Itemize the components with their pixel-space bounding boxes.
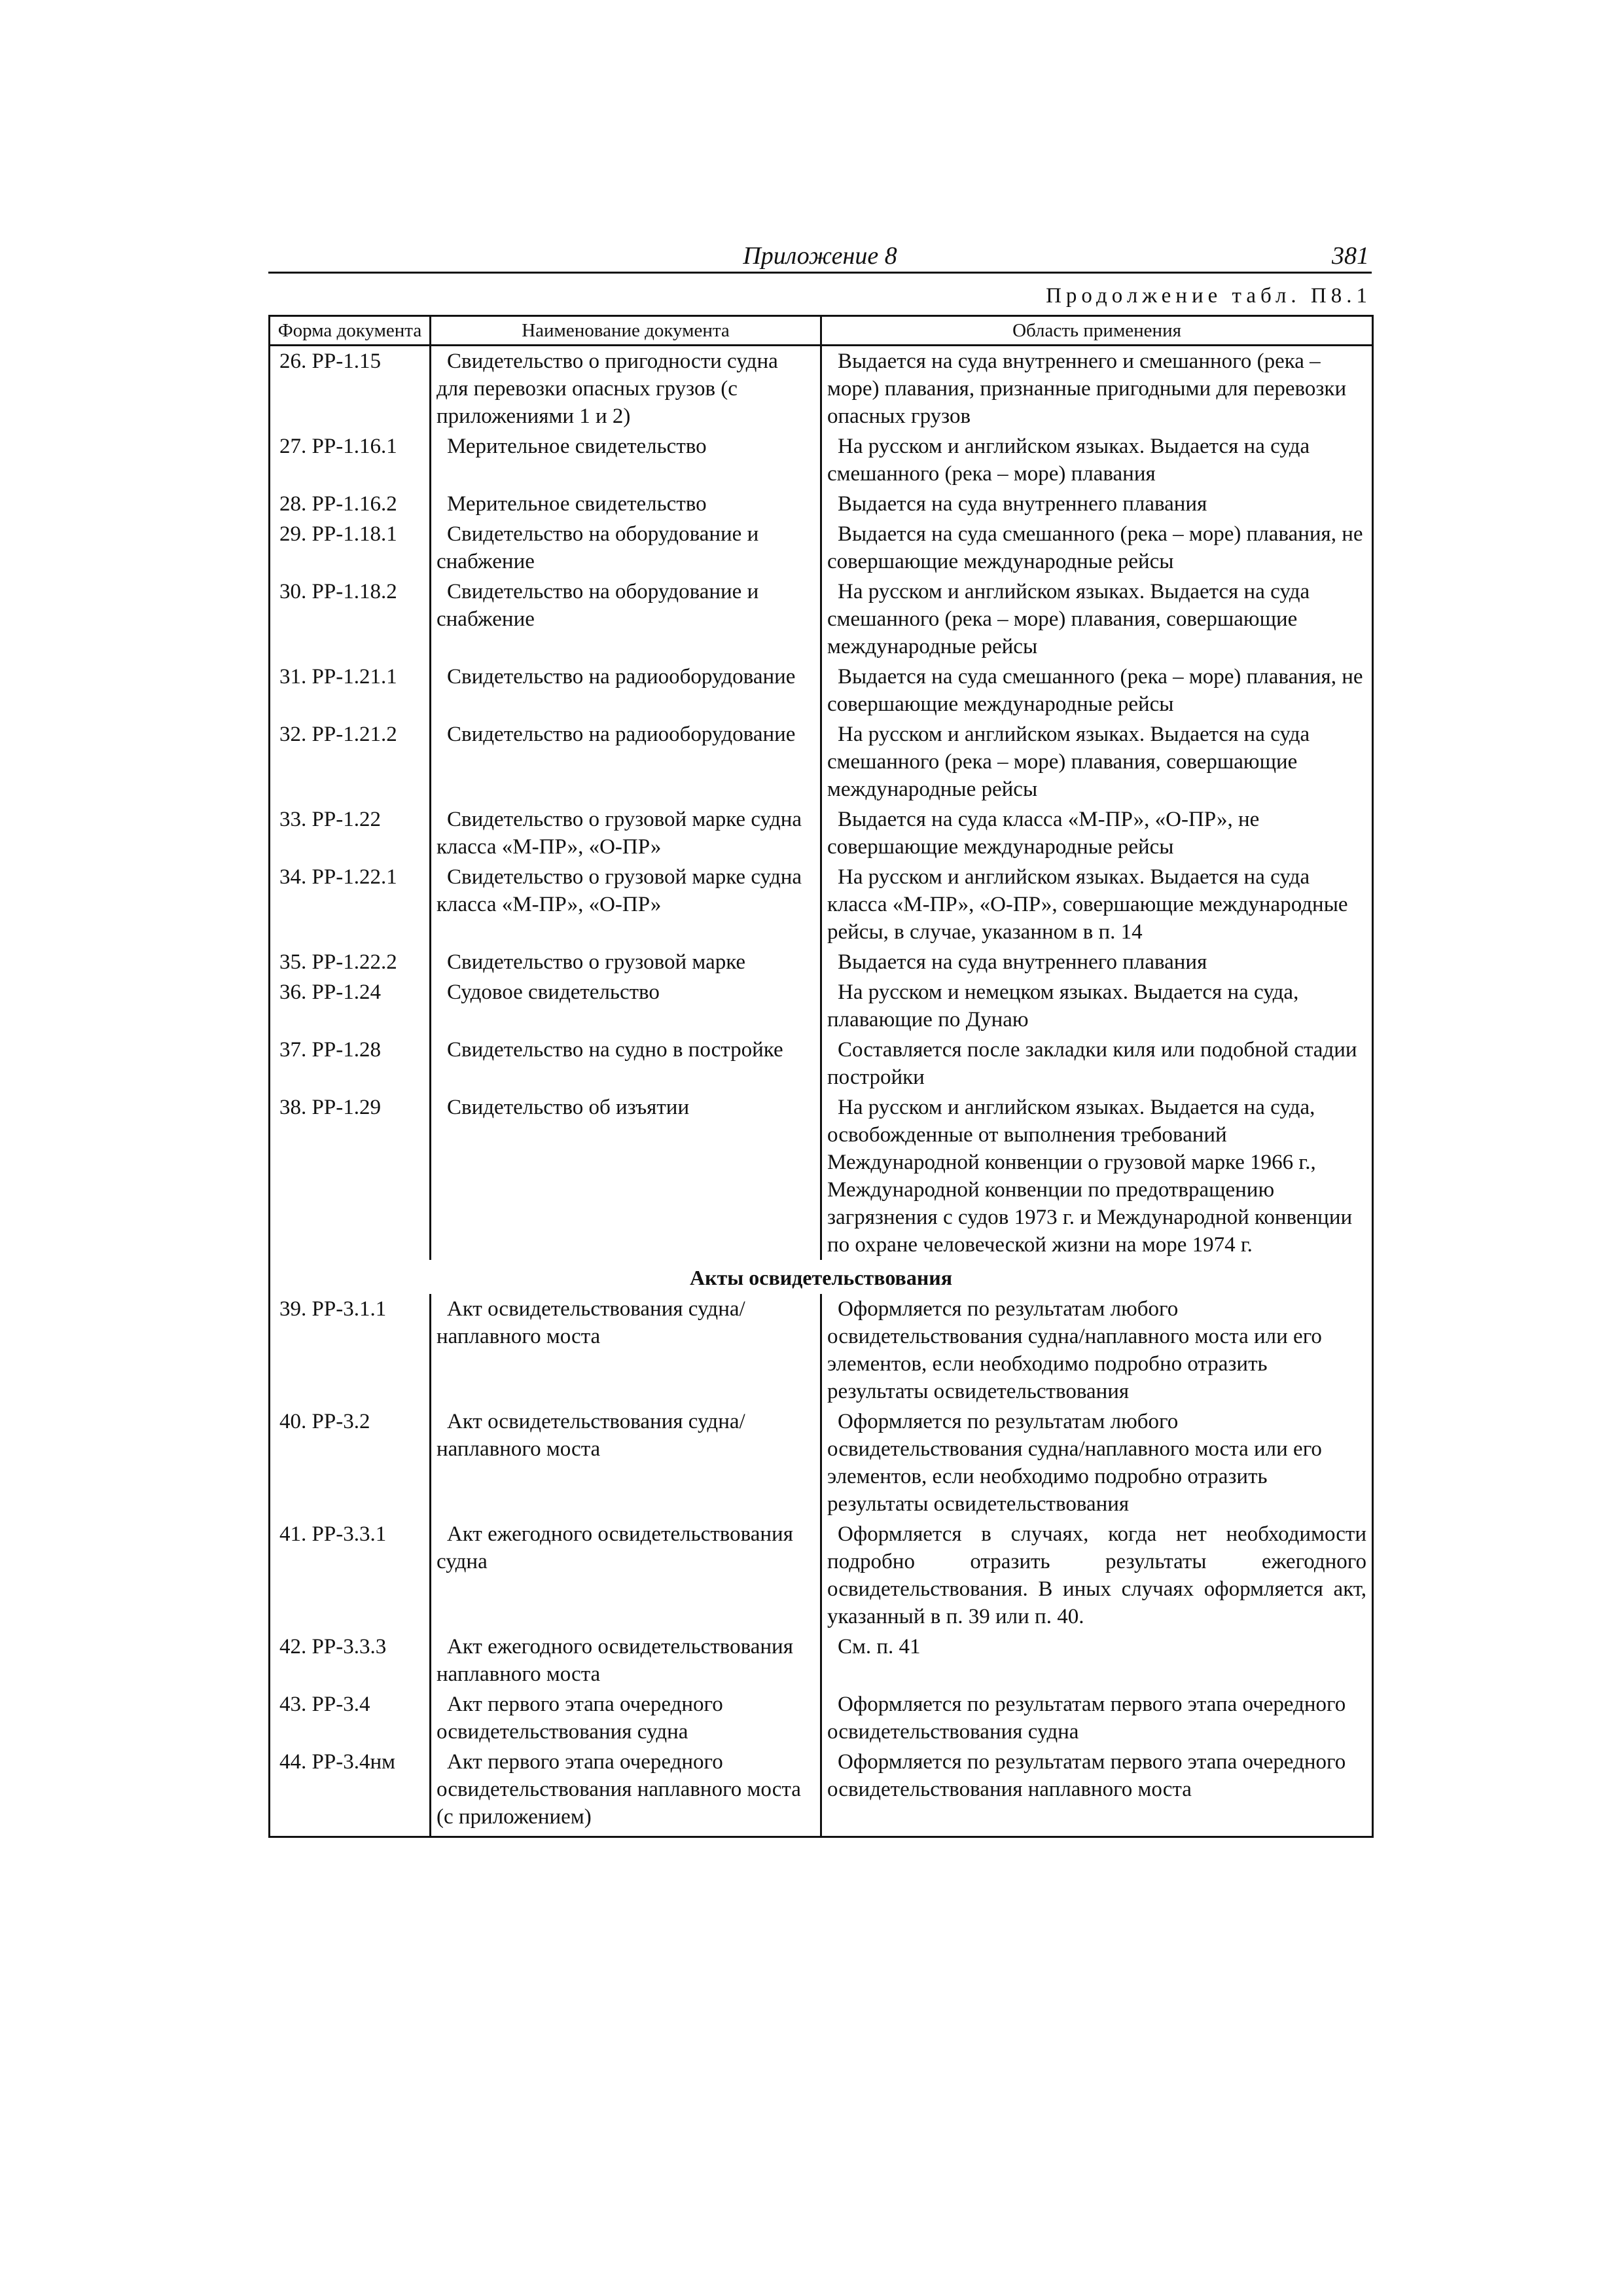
table-row [270, 947, 1373, 977]
cell-form: 38. РР-1.29 [270, 1092, 431, 1260]
cell-name: Свидетельство о пригодности судна для перевозки опасных грузов (с приложениями 1 и 2) [431, 346, 821, 432]
table-row [270, 1632, 1373, 1689]
running-head [268, 239, 1372, 274]
cell-form: 41. РР-3.3.1 [270, 1519, 431, 1632]
cell-scope: Оформляется по результатам первого этапа очередного освидетельствования судна [827, 1693, 1346, 1744]
cell-name: Акт ежегодного освидетельствования судна [431, 1519, 821, 1632]
cell-form: 29. РР-1.18.1 [270, 519, 431, 577]
section-title: Акты освидетельствования [689, 1266, 952, 1289]
table-row [270, 804, 1373, 862]
cell-scope: Оформляется по результатам любого освидетельствования судна/наплавного моста или его элементов, если необходимо подробно отразить результаты освидетельствования [827, 1297, 1322, 1403]
header-scope: Область применения [821, 316, 1373, 346]
table-row [270, 1035, 1373, 1092]
table-row [270, 1747, 1373, 1837]
table-row [270, 519, 1373, 577]
cell-name: Акт первого этапа очередного освидетельствования судна [431, 1689, 821, 1747]
table-row [270, 862, 1373, 947]
cell-name: Свидетельство о грузовой марке судна класса «М-ПР», «О-ПР» [431, 804, 821, 862]
cell-form: 44. РР-3.4нм [270, 1747, 431, 1837]
cell-name: Акт освидетельствования судна/наплавного моста [431, 1407, 821, 1519]
cell-scope: Оформляется по результатам любого освидетельствования судна/наплавного моста или его элементов, если необходимо подробно отразить результаты освидетельствования [827, 1410, 1322, 1516]
section-row [270, 1260, 1373, 1294]
table-row [270, 1092, 1373, 1260]
cell-form: 37. РР-1.28 [270, 1035, 431, 1092]
cell-name: Свидетельство о грузовой марке судна класса «М-ПР», «О-ПР» [431, 862, 821, 947]
cell-scope: Оформляется по результатам первого этапа очередного освидетельствования наплавного моста [827, 1750, 1346, 1801]
cell-scope: Выдается на суда внутреннего и смешанного (река – море) плавания, признанные пригодными для перевозки опасных грузов [827, 350, 1347, 428]
cell-form: 43. РР-3.4 [270, 1689, 431, 1747]
cell-form: 34. РР-1.22.1 [270, 862, 431, 947]
table-continuation-label: Продолжение табл. П8.1 [1046, 284, 1372, 308]
table-row [270, 1689, 1373, 1747]
documents-table [268, 315, 1374, 1838]
cell-name: Свидетельство о грузовой марке [431, 947, 821, 977]
cell-scope: На русском и английском языках. Выдается на суда смешанного (река – море) плавания, совершающие международные рейсы [827, 580, 1310, 658]
cell-scope: Выдается на суда смешанного (река – море) плавания, не совершающие международные рейсы [827, 665, 1363, 716]
cell-name: Свидетельство об изъятии [431, 1092, 821, 1260]
cell-form: 27. РР-1.16.1 [270, 431, 431, 489]
table-body-a [270, 346, 1373, 1837]
cell-name: Мерительное свидетельство [431, 431, 821, 489]
table-row [270, 662, 1373, 719]
cell-scope: На русском и английском языках. Выдается на суда смешанного (река – море) плавания [827, 435, 1310, 486]
cell-form: 32. РР-1.21.2 [270, 719, 431, 804]
page-number: 381 [1332, 242, 1369, 270]
cell-scope: Выдается на суда внутреннего плавания [838, 950, 1207, 974]
cell-name: Свидетельство на оборудование и снабжение [431, 519, 821, 577]
cell-form: 33. РР-1.22 [270, 804, 431, 862]
cell-form: 36. РР-1.24 [270, 977, 431, 1035]
table-row [270, 346, 1373, 432]
cell-form: 30. РР-1.18.2 [270, 577, 431, 662]
cell-scope: Выдается на суда смешанного (река – море) плавания, не совершающие международные рейсы [827, 522, 1363, 573]
table-row [270, 1519, 1373, 1632]
cell-scope: Оформляется в случаях, когда нет необходимости подробно отразить результаты ежегодного освидетельствования. В иных случаях оформляется акт, указанный в п. 39 или п. 40. [827, 1522, 1366, 1628]
cell-form: 42. РР-3.3.3 [270, 1632, 431, 1689]
cell-name: Свидетельство на оборудование и снабжение [431, 577, 821, 662]
cell-name: Акт первого этапа очередного освидетельствования наплавного моста (с приложением) [431, 1747, 821, 1837]
cell-name: Свидетельство на судно в постройке [431, 1035, 821, 1092]
cell-scope: Выдается на суда класса «М-ПР», «О-ПР», не совершающие международные рейсы [827, 808, 1260, 859]
page [268, 239, 1372, 1838]
cell-name: Судовое свидетельство [431, 977, 821, 1035]
table-row [270, 1294, 1373, 1407]
running-head-title: Приложение 8 [743, 242, 897, 270]
cell-scope: На русском и английском языках. Выдается на суда класса «М-ПР», «О-ПР», совершающие международные рейсы, в случае, указанном в п. 14 [827, 865, 1348, 944]
cell-scope: См. п. 41 [838, 1635, 921, 1659]
cell-form: 39. РР-3.1.1 [270, 1294, 431, 1407]
cell-form: 28. РР-1.16.2 [270, 489, 431, 519]
cell-scope: На русском и немецком языках. Выдается на суда, плавающие по Дунаю [827, 980, 1299, 1031]
cell-scope: На русском и английском языках. Выдается на суда смешанного (река – море) плавания, совершающие международные рейсы [827, 723, 1310, 801]
table-row [270, 489, 1373, 519]
cell-name: Свидетельство на радиооборудование [431, 719, 821, 804]
table-row [270, 577, 1373, 662]
cell-name: Мерительное свидетельство [431, 489, 821, 519]
table-row [270, 431, 1373, 489]
cell-form: 35. РР-1.22.2 [270, 947, 431, 977]
cell-form: 26. РР-1.15 [270, 346, 431, 432]
cell-name: Акт ежегодного освидетельствования наплавного моста [431, 1632, 821, 1689]
header-form: Форма документа [270, 316, 431, 346]
cell-form: 40. РР-3.2 [270, 1407, 431, 1519]
cell-scope: Выдается на суда внутреннего плавания [838, 492, 1207, 516]
cell-name: Свидетельство на радиооборудование [431, 662, 821, 719]
header-name: Наименование документа [431, 316, 821, 346]
cell-scope: На русском и английском языках. Выдается на суда, освобожденные от выполнения требований Международной конвенции о грузовой марке 1966 г., Международной конвенции по предотвращению загрязнения с судов 1973 г. и Международной конвенции по охране человеческой жизни на море 1974 г. [827, 1096, 1353, 1257]
table-row [270, 1407, 1373, 1519]
cell-form: 31. РР-1.21.1 [270, 662, 431, 719]
cell-name: Акт освидетельствования судна/наплавного моста [431, 1294, 821, 1407]
table-row [270, 719, 1373, 804]
cell-scope: Составляется после закладки киля или подобной стадии постройки [827, 1038, 1357, 1089]
table-header-row [270, 316, 1373, 346]
table-row [270, 977, 1373, 1035]
